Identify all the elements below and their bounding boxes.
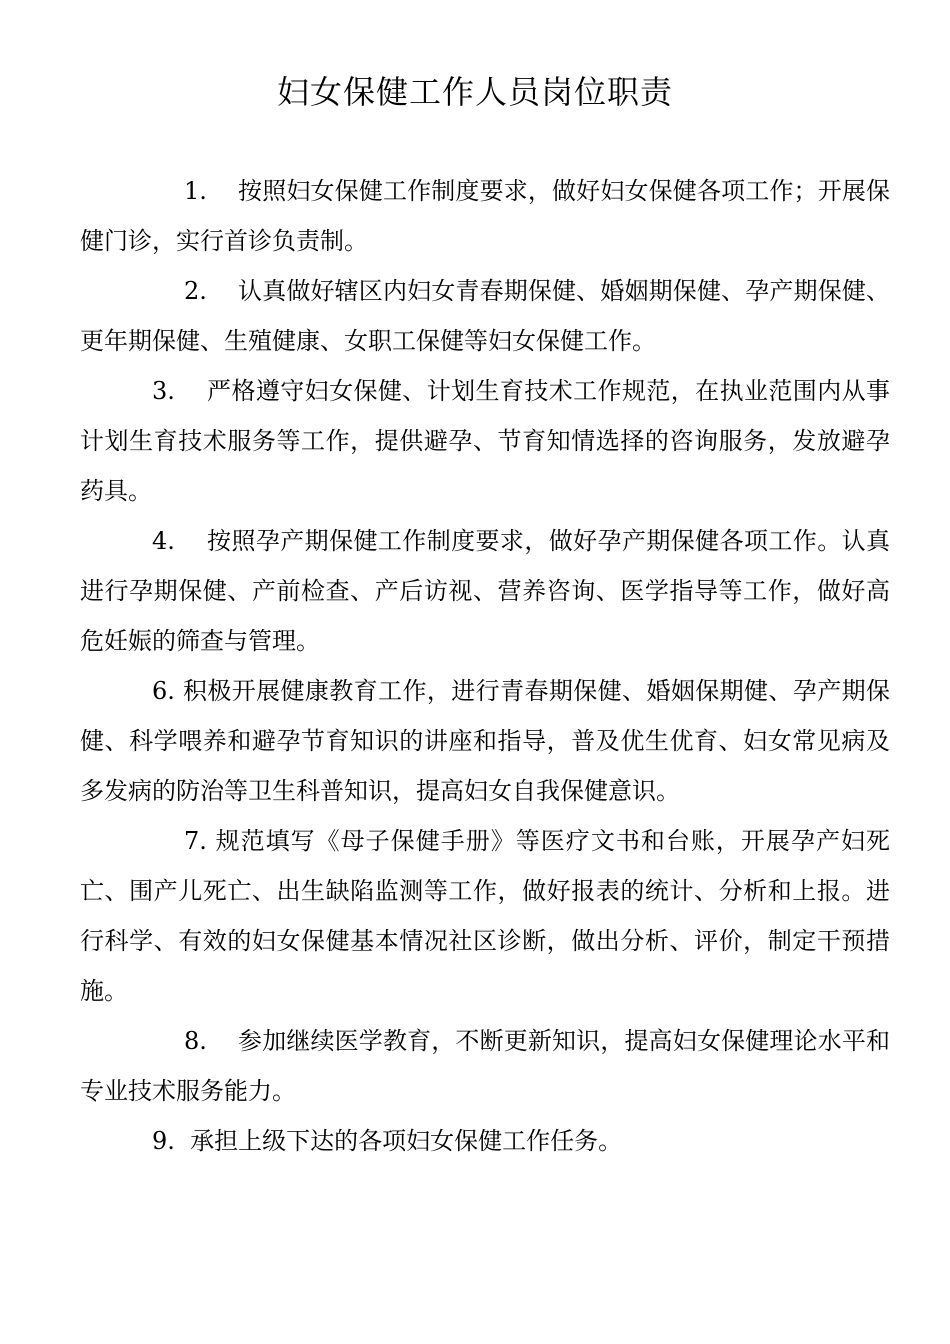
item-number: 4.: [152, 527, 175, 555]
item-number: 3.: [152, 377, 175, 405]
item-number: 9.: [152, 1127, 175, 1155]
item-number: 7.: [184, 827, 207, 855]
item-text: 按照孕产期保健工作制度要求，做好孕产期保健各项工作。认真进行孕期保健、产前检查、产后访视、营养咨询、医学指导等工作，做好高危妊娠的筛查与管理。: [80, 527, 890, 655]
item-text: 严格遵守妇女保健、计划生育技术工作规范，在执业范围内从事计划生育技术服务等工作，提供避孕、节育知情选择的咨询服务，发放避孕药具。: [80, 377, 890, 505]
list-item: [80, 166, 890, 266]
item-text: 认真做好辖区内妇女青春期保健、婚姻期保健、孕产期保健、更年期保健、生殖健康、女职工保健等妇女保健工作。: [80, 277, 891, 355]
page-title: 妇女保健工作人员岗位职责: [276, 73, 673, 111]
item-number: 6.: [152, 677, 175, 705]
item-number: 1.: [184, 177, 207, 205]
item-text: 积极开展健康教育工作，进行青春期保健、婚姻保期健、孕产期保健、科学喂养和避孕节育知识的讲座和指导，普及优生优育、妇女常见病及多发病的防治等卫生科普知识，提高妇女自我保健意识。: [80, 677, 890, 805]
list-item: [80, 1116, 890, 1166]
list-item: [80, 666, 890, 816]
list-item: [80, 366, 890, 516]
item-text: 按照妇女保健工作制度要求，做好妇女保健各项工作；开展保健门诊，实行首诊负责制。: [80, 177, 891, 255]
duty-list: [80, 166, 890, 1166]
item-number: 8.: [184, 1027, 207, 1055]
list-item: [80, 1016, 890, 1116]
item-text: 规范填写《母子保健手册》等医疗文书和台账，开展孕产妇死亡、围产儿死亡、出生缺陷监测等工作，做好报表的统计、分析和上报。进行科学、有效的妇女保健基本情况社区诊断，做出分析、评价，制定干预措施。: [80, 827, 890, 1005]
list-item: [80, 266, 890, 366]
item-number: 2.: [184, 277, 207, 305]
list-item: [80, 516, 890, 666]
item-text: 参加继续医学教育，不断更新知识，提高妇女保健理论水平和专业技术服务能力。: [80, 1027, 891, 1105]
item-text: 承担上级下达的各项妇女保健工作任务。: [190, 1127, 623, 1155]
list-item: [80, 816, 890, 1016]
